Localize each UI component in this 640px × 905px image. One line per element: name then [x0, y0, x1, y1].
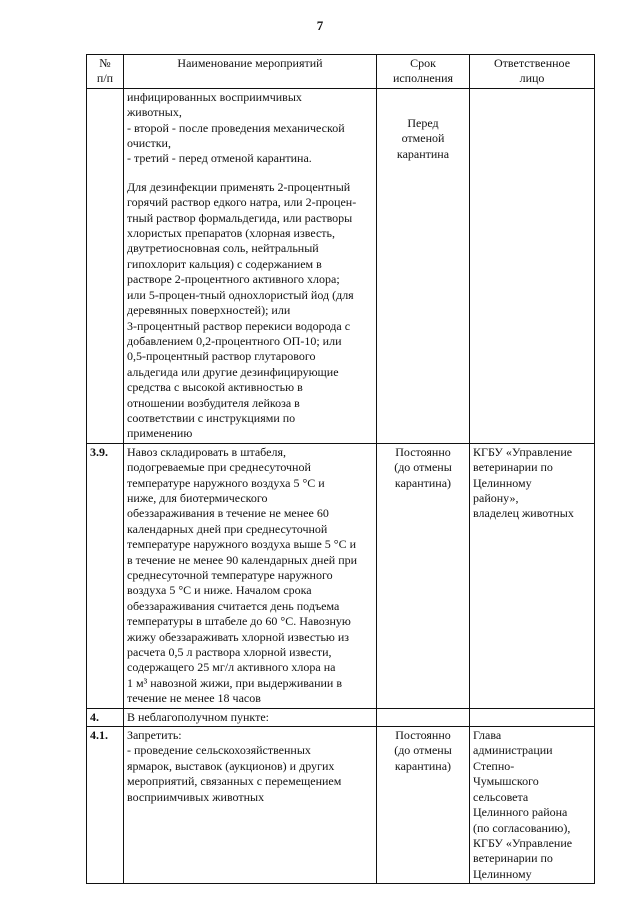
measure-line: температуре наружного воздуха 5 °С и	[127, 475, 325, 490]
header-responsible: Ответственное лицо	[470, 55, 595, 89]
measure-line: течение не менее 18 часов	[127, 691, 261, 706]
measure-line: добавлением 0,2-процентного ОП-10; или	[127, 333, 342, 348]
responsible-line: Целинному	[473, 866, 532, 881]
row-number: 3.9.	[87, 443, 124, 708]
table-row	[87, 708, 595, 726]
row-number: 4.	[87, 708, 124, 726]
term-line: карантина)	[394, 758, 452, 773]
header-measure-name: Наименование мероприятий	[124, 55, 377, 89]
responsible-line: Чумышского	[473, 774, 539, 789]
responsible-line: ветеринарии по	[473, 460, 553, 475]
measure-line: инфицированных восприимчивых	[127, 89, 302, 104]
measures-table	[86, 54, 595, 884]
table-row	[87, 443, 595, 708]
measure-text	[124, 443, 377, 708]
responsible-line: Целинному	[473, 475, 532, 490]
measure-line: применению	[127, 426, 193, 441]
measure-text	[124, 88, 377, 443]
measure-line: Для дезинфекции применять 2-процентный	[127, 179, 351, 194]
term-line: карантина)	[394, 475, 452, 490]
table-header-row	[87, 55, 595, 89]
table-body	[87, 88, 595, 883]
measure-line: - третий - перед отменой карантина.	[127, 151, 312, 166]
measure-line: альдегида или другие дезинфицирующие	[127, 364, 339, 379]
measure-line: ниже, для биотермического	[127, 490, 268, 505]
row-number	[87, 88, 124, 443]
measure-line: горячий раствор едкого натра, или 2-процен-	[127, 195, 357, 210]
term-line: карантина	[396, 146, 450, 161]
responsible-line: району»,	[473, 490, 519, 505]
measure-line: Запретить:	[127, 728, 182, 743]
responsible-cell	[470, 708, 595, 726]
term-cell	[377, 88, 470, 443]
responsible-line: администрации	[473, 743, 553, 758]
measure-line: в течение не менее 90 календарных дней при	[127, 552, 358, 567]
term-line: (до отмены	[394, 460, 452, 475]
measure-line: 3-процентный раствор перекиси водорода с	[127, 318, 351, 333]
measure-line: обеззараживания считается день подъема	[127, 598, 340, 613]
term-cell	[377, 443, 470, 708]
measure-line: очистки,	[127, 136, 171, 151]
measure-line: Навоз складировать в штабеля,	[127, 444, 286, 459]
responsible-cell	[470, 727, 595, 884]
measure-line: средства с высокой активностью в	[127, 380, 303, 395]
measure-line: животных,	[127, 105, 182, 120]
measure-line: ярмарок, выставок (аукционов) и других	[127, 758, 335, 773]
responsible-line: КГБУ «Управление	[473, 835, 573, 850]
measure-text	[124, 708, 377, 726]
term-cell	[377, 727, 470, 884]
measure-line: температуры в штабеле до 60 °С. Навозную	[127, 614, 351, 629]
term-line	[380, 103, 466, 116]
term-line: отменой	[401, 131, 445, 146]
responsible-line: Целинного района	[473, 805, 568, 820]
term-cell	[377, 708, 470, 726]
measure-line: соответствии с инструкциями по	[127, 410, 296, 425]
term-line: Постоянно	[395, 444, 451, 459]
term-line	[380, 90, 466, 103]
responsible-cell	[470, 88, 595, 443]
measure-line: двутретиосновная соль, нейтральный	[127, 241, 319, 256]
measure-line: 0,5-процентный раствор глутарового	[127, 349, 316, 364]
responsible-line: КГБУ «Управление	[473, 444, 573, 459]
measure-line: восприимчивых животных	[127, 789, 265, 804]
table-row	[87, 727, 595, 884]
measure-line: расчета 0,5 л раствора хлорной извести,	[127, 645, 332, 660]
responsible-line: сельсовета	[473, 789, 529, 804]
measure-line: среднесуточной температуре наружного	[127, 568, 333, 582]
measure-line: или 5-процен-тный однохлористый йод (для	[127, 287, 354, 302]
measure-line: - проведение сельскохозяйственных	[127, 743, 311, 758]
measure-line: растворе 2-процентного активного хлора;	[127, 272, 340, 287]
measure-line: В неблагополучном пункте:	[127, 709, 269, 724]
measure-line: обеззараживания в течение не менее 60	[127, 506, 329, 521]
term-line: Постоянно	[395, 728, 451, 743]
term-line: (до отмены	[394, 743, 452, 758]
measure-line: воздуха 5 °С и ниже. Началом срока	[127, 583, 312, 598]
measure-line: жижу обеззараживать хлорной известью из	[127, 629, 350, 644]
measure-line: хлористых препаратов (хлорная известь,	[127, 226, 335, 241]
measure-line: тный раствор формальдегида, или растворы	[127, 210, 353, 225]
header-number: № п/п	[87, 55, 124, 89]
responsible-cell	[470, 443, 595, 708]
measure-line: подогреваемые при среднесуточной	[127, 460, 311, 475]
measure-line: 1 м³ навозной жижи, при выдерживании в	[127, 675, 343, 690]
measure-line: календарных дней при среднесуточной	[127, 521, 328, 536]
measure-line: мероприятий, связанных с перемещением	[127, 774, 342, 789]
responsible-line: (по согласованию),	[473, 820, 571, 835]
measure-line: температуре наружного воздуха выше 5 °С и	[127, 537, 357, 552]
measure-line: - второй - после проведения механической	[127, 120, 345, 135]
term-line: Перед	[407, 115, 439, 130]
responsible-line: Степно-	[473, 758, 515, 773]
measure-text	[124, 727, 377, 884]
table-row	[87, 88, 595, 443]
page-number: 7	[316, 18, 324, 33]
measure-line: гипохлорит кальция) с содержанием в	[127, 256, 322, 271]
responsible-line: владелец животных	[473, 506, 574, 521]
row-number: 4.1.	[87, 727, 124, 884]
header-term: Срок исполнения	[377, 55, 470, 89]
measure-line	[127, 167, 373, 180]
measure-line: деревянных поверхностей); или	[127, 303, 291, 318]
responsible-line: Глава	[473, 728, 502, 743]
measure-line: отношении возбудителя лейкоза в	[127, 395, 300, 410]
measure-line: содержащего 25 мг/л активного хлора на	[127, 660, 336, 675]
responsible-line: ветеринарии по	[473, 851, 553, 866]
